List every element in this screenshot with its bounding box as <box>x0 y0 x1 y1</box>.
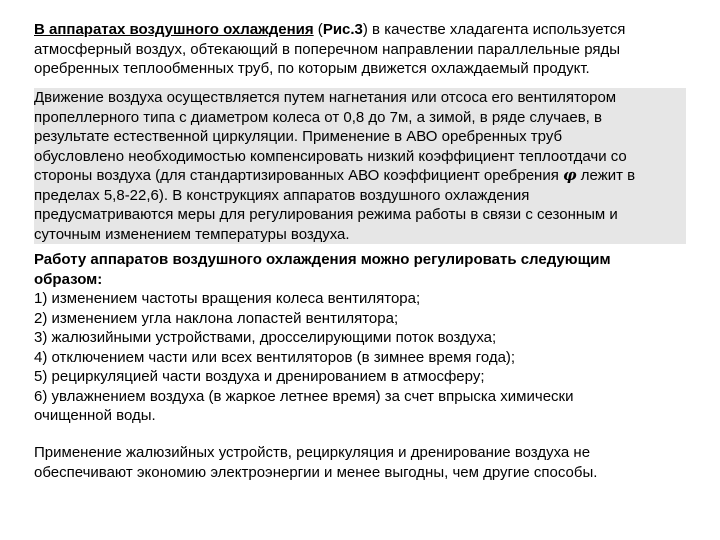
airflow-line: обусловлено необходимостью компенсировать низкий коэффициент теплоотдачи со <box>34 147 627 165</box>
airflow-line: пределах 5,8-22,6). В конструкциях аппаратов воздушного охлаждения <box>34 186 530 204</box>
list-item: 2) изменением угла наклона лопастей вентилятора; <box>34 309 399 327</box>
list-item: 3) жалюзийными устройствами, дросселирующими поток воздуха; <box>34 329 497 346</box>
conclusion-line: обеспечивают экономию электроэнергии и менее выгодны, чем другие способы. <box>34 463 598 481</box>
intro-line-1 <box>34 20 684 40</box>
airflow-line: суточным изменением температуры воздуха. <box>34 225 350 243</box>
airflow-line-5-start: стороны воздуха (для стандартизированных АВО коэффициент оребрения <box>34 167 564 184</box>
intro-line-1-rest: ) в качестве хладагента используется <box>362 21 626 38</box>
phi-symbol: φ <box>563 166 577 184</box>
intro-line-3: оребренных теплообменных труб, по которым движется охлаждаемый продукт. <box>34 60 590 77</box>
conclusion-line: Применение жалюзийных устройств, рециркуляция и дренирование воздуха не <box>34 444 591 461</box>
airflow-line: Движение воздуха осуществляется путем нагнетания или отсоса его вентилятором <box>34 89 617 106</box>
figure-reference: Рис.3 <box>322 21 363 38</box>
intro-line-2: атмосферный воздух, обтекающий в поперечном направлении параллельные ряды <box>34 40 621 58</box>
airflow-paragraph <box>34 88 686 244</box>
list-item: 5) рециркуляцией части воздуха и дренированием в атмосферу; <box>34 368 485 385</box>
conclusion-paragraph <box>34 443 684 482</box>
methods-heading-line-1: Работу аппаратов воздушного охлаждения можно регулировать следующим <box>34 251 611 268</box>
list-item: 4) отключением части или всех вентиляторов (в зимнее время года); <box>34 348 516 366</box>
list-item: 1) изменением частоты вращения колеса вентилятора; <box>34 290 421 307</box>
airflow-line: результате естественной циркуляции. Применение в АВО оребренных труб <box>34 128 563 145</box>
section-title: В аппаратах воздушного охлаждения <box>34 21 314 38</box>
airflow-line-with-phi <box>34 166 686 186</box>
airflow-line: пропеллерного типа с диаметром колеса от 0,8 до 7м, а зимой, в ряде случаев, в <box>34 108 602 126</box>
methods-heading-line-2: образом: <box>34 270 103 288</box>
airflow-line-5-end: лежит в <box>576 167 636 184</box>
intro-paragraph <box>34 20 684 79</box>
airflow-line: предусматриваются меры для регулирования режима работы в связи с сезонным и <box>34 206 618 223</box>
list-item: 6) увлажнением воздуха (в жаркое летнее время) за счет впрыска химически <box>34 387 574 405</box>
list-item: очищенной воды. <box>34 407 156 424</box>
intro-open-paren: ( <box>313 21 323 38</box>
regulation-methods <box>34 250 684 426</box>
